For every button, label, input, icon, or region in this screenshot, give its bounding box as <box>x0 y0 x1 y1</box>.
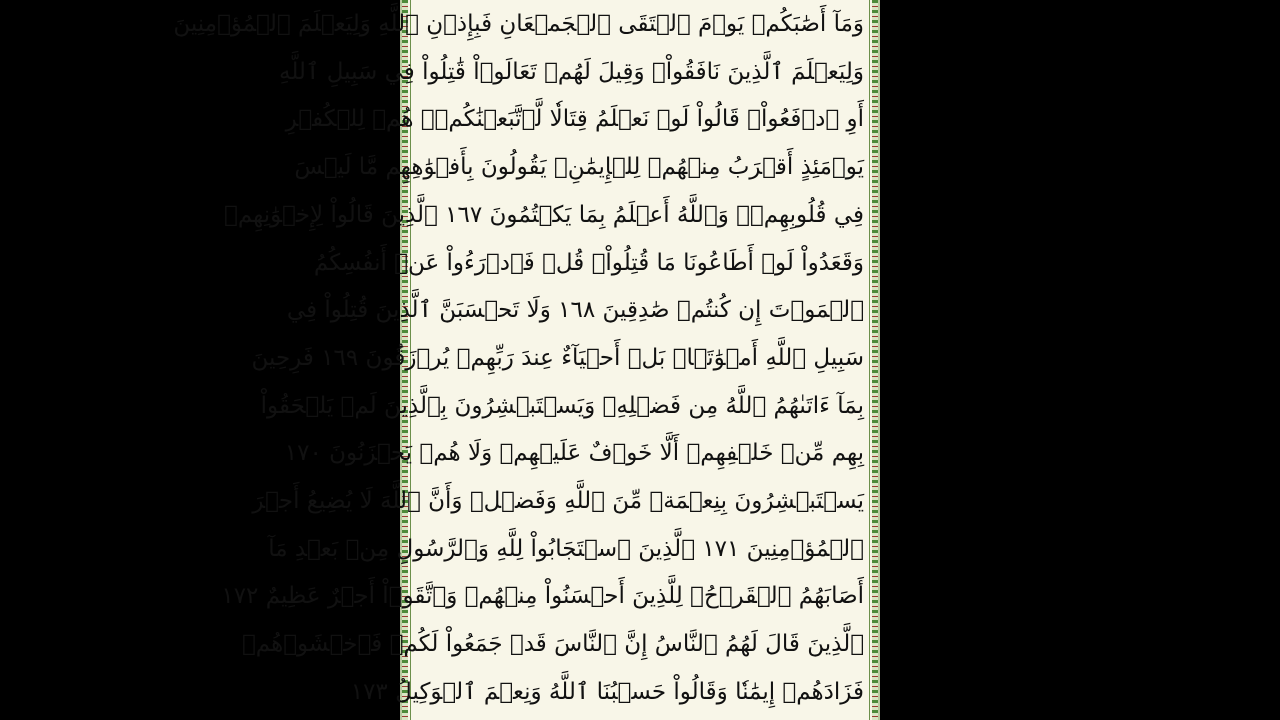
quran-page <box>173 0 880 720</box>
verse-line-9: بِمَآ ءَاتَىٰهُمُ ٱللَّهُ مِن فَضۡلِهِۦ وَيَسۡتَبۡشِرُونَ بِٱلَّذِينَ لَمۡ يَلۡحَقُواْ <box>260 392 864 419</box>
verse-line-10: بِهِم مِّنۡ خَلۡفِهِمۡ أَلَّا خَوۡفٌ عَلَيۡهِمۡ وَلَا هُمۡ يَحۡزَنُونَ ١٧٠ <box>284 440 864 467</box>
verse-line-2: وَلِيَعۡلَمَ ٱلَّذِينَ نَافَقُواْۚ وَقِيلَ لَهُمۡ تَعَالَوۡاْ قَٰتِلُواْ فِي سَبِيلِ ٱللَّهِ <box>278 58 864 85</box>
verse-line-11: يَسۡتَبۡشِرُونَ بِنِعۡمَةٖ مِّنَ ٱللَّهِ وَفَضۡلٖ وَأَنَّ ٱللَّهَ لَا يُضِيعُ أَجۡرَ <box>252 488 864 515</box>
verse-line-8: سَبِيلِ ٱللَّهِ أَمۡوَٰتَۢاۚ بَلۡ أَحۡيَآءٌ عِندَ رَبِّهِمۡ يُرۡزَقُونَ ١٦٩ فَرِحِينَ <box>251 344 864 371</box>
verse-line-7: ٱلۡمَوۡتَ إِن كُنتُمۡ صَٰدِقِينَ ١٦٨ وَلَا تَحۡسَبَنَّ ٱلَّذِينَ قُتِلُواْ فِي <box>286 297 864 324</box>
verse-line-1: وَمَآ أَصَٰبَكُمۡ يَوۡمَ ٱلۡتَقَى ٱلۡجَمۡعَانِ فَبِإِذۡنِ ٱللَّهِ وَلِيَعۡلَمَ ٱلۡمُؤۡمِنِينَ <box>173 11 864 37</box>
right-inner-rule <box>869 0 870 720</box>
verse-line-15: فَزَادَهُمۡ إِيمَٰنٗا وَقَالُواْ حَسۡبُنَا ٱللَّهُ وَنِعۡمَ ٱلۡوَكِيلُ ١٧٣ <box>350 678 864 705</box>
verse-line-13: أَصَابَهُمُ ٱلۡقَرۡحُۚ لِلَّذِينَ أَحۡسَنُواْ مِنۡهُمۡ وَٱتَّقَوۡاْ أَجۡرٌ عَظِيمٌ ١٧٢ <box>221 583 864 610</box>
verse-line-5: فِي قُلُوبِهِمۡۚ وَٱللَّهُ أَعۡلَمُ بِمَا يَكۡتُمُونَ ١٦٧ ٱلَّذِينَ قَالُواْ لِإِخۡوَٰنِهِمۡ <box>224 201 864 228</box>
verse-text-block <box>173 6 864 714</box>
verse-line-14: ٱلَّذِينَ قَالَ لَهُمُ ٱلنَّاسُ إِنَّ ٱلنَّاسَ قَدۡ جَمَعُواْ لَكُمۡ فَٱخۡشَوۡهُمۡ <box>242 631 864 658</box>
verse-line-6: وَقَعَدُواْ لَوۡ أَطَاعُونَا مَا قُتِلُواْۗ قُلۡ فَٱدۡرَءُواْ عَنۡ أَنفُسِكُمُ <box>313 249 864 276</box>
verse-line-12: ٱلۡمُؤۡمِنِينَ ١٧١ ٱلَّذِينَ ٱسۡتَجَابُواْ لِلَّهِ وَٱلرَّسُولِ مِنۢ بَعۡدِ مَآ <box>268 535 864 562</box>
right-ornamental-border <box>872 0 878 720</box>
verse-line-3: أَوِ ٱدۡفَعُواْۖ قَالُواْ لَوۡ نَعۡلَمُ قِتَالٗا لَّٱتَّبَعۡنَٰكُمۡۗ هُمۡ لِلۡكُفۡرِ <box>285 106 864 133</box>
verse-line-4: يَوۡمَئِذٍ أَقۡرَبُ مِنۡهُمۡ لِلۡإِيمَٰنِۚ يَقُولُونَ بِأَفۡوَٰهِهِم مَّا لَيۡسَ <box>294 154 864 181</box>
